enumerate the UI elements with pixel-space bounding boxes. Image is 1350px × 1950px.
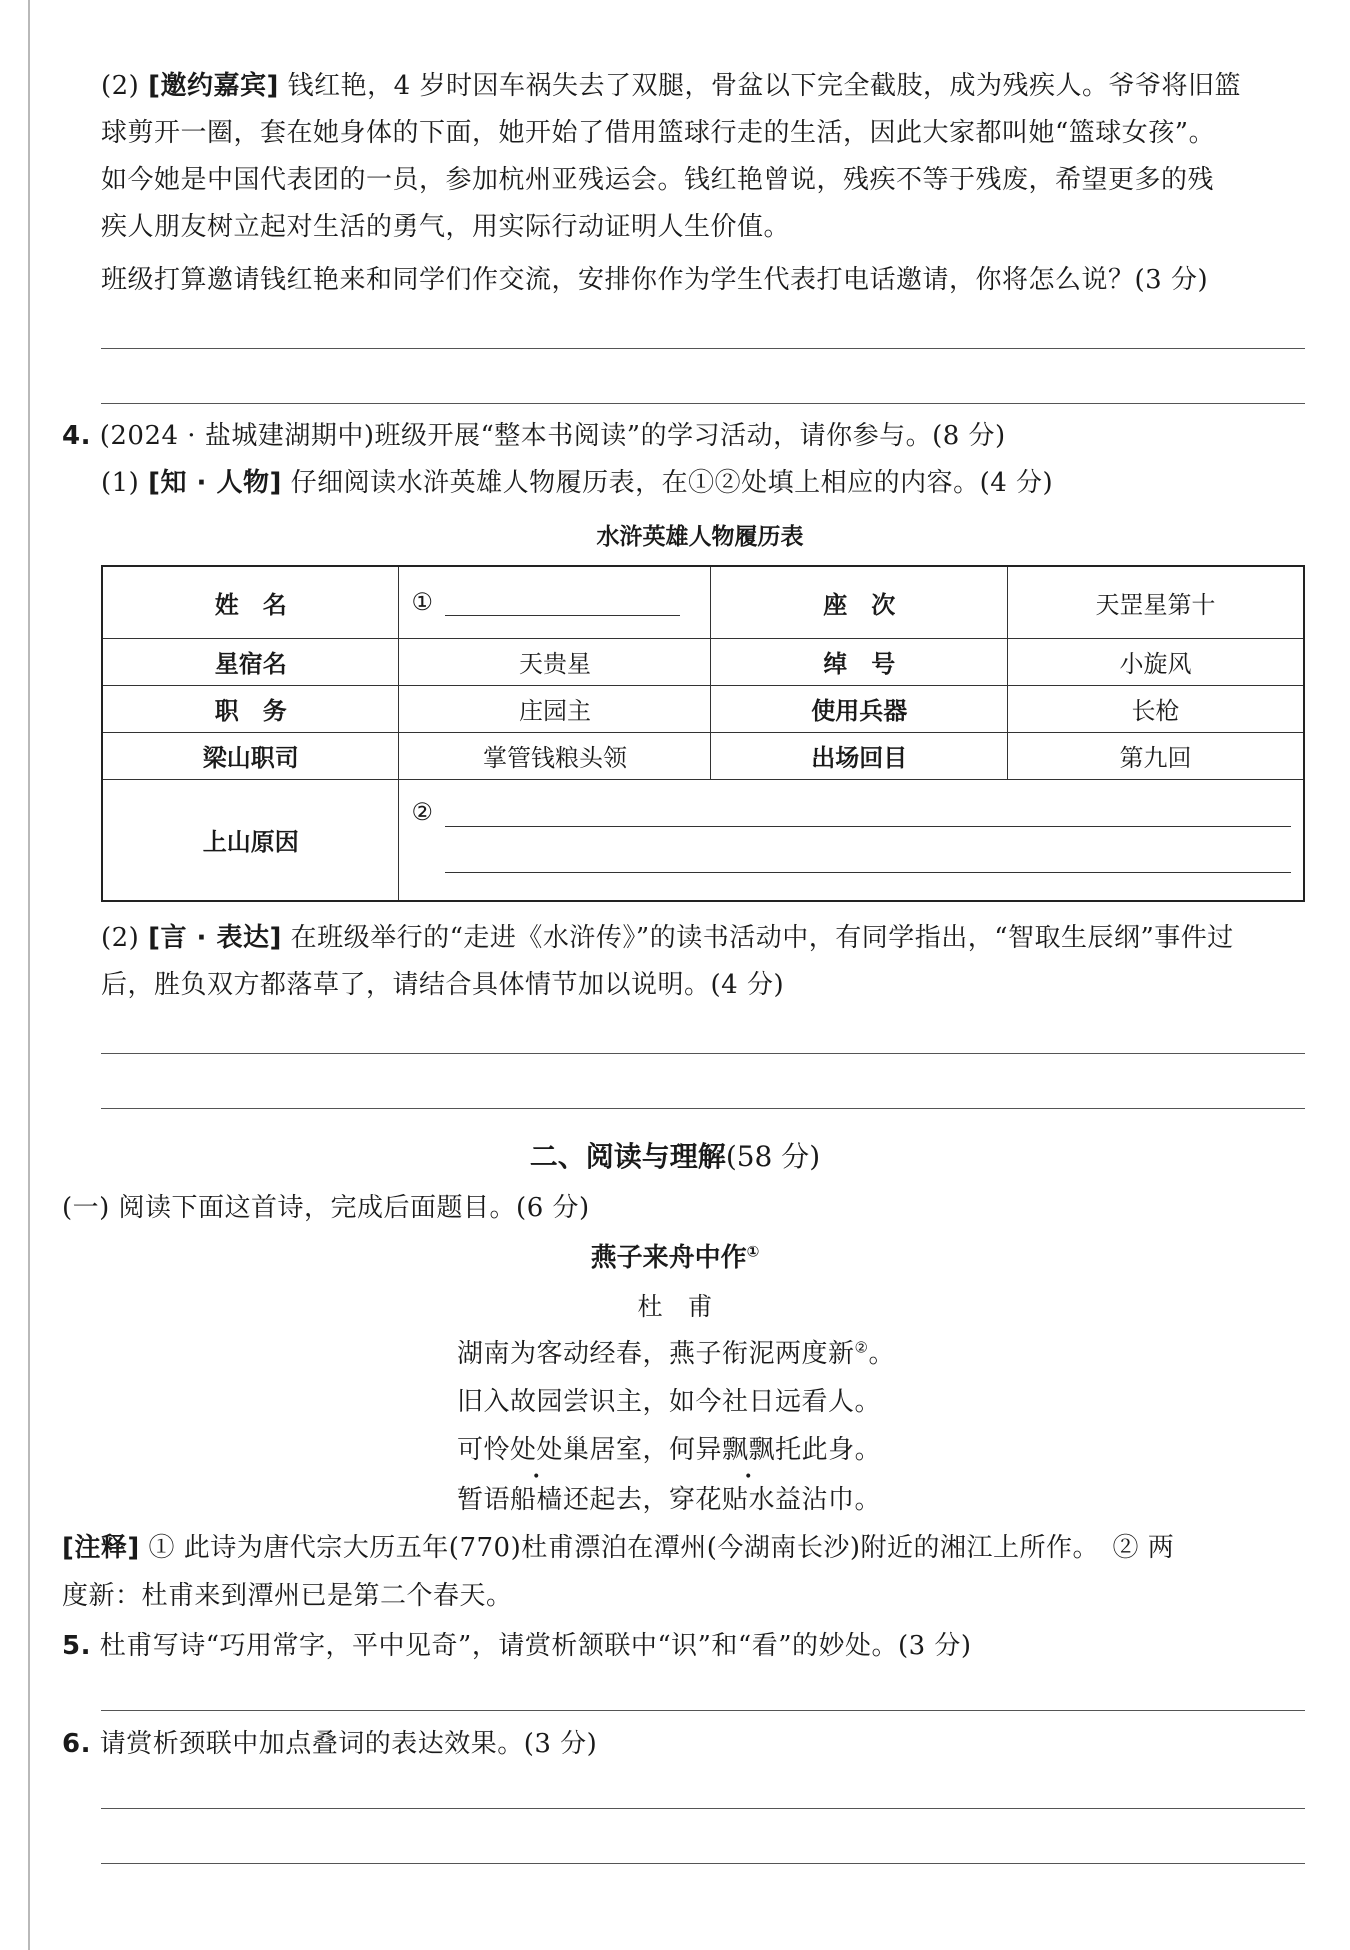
q3-2-line-4: 疾人朋友树立起对生活的勇气，用实际行动证明人生价值。 — [101, 212, 791, 242]
answer-line-q6-2[interactable] — [101, 1863, 1305, 1864]
poem-line-4: 暂语船樯还起去，穿花贴水益沾巾。 — [457, 1485, 882, 1515]
answer-line-q6-1[interactable] — [101, 1808, 1305, 1809]
cell-star-value: 天贵星 — [399, 638, 711, 685]
cell-nickname-label: 绰 号 — [711, 638, 1007, 685]
cell-weapon-value: 长枪 — [1007, 685, 1304, 732]
cell-job-label: 职 务 — [102, 685, 399, 732]
notes-line-2: 度新：杜甫来到潭州已是第二个春天。 — [62, 1581, 513, 1611]
q5-text: 5. 杜甫写诗“巧用常字，平中见奇”，请赏析颔联中“识”和“看”的妙处。(3 分) — [62, 1631, 972, 1661]
cell-chapter-label: 出场回目 — [711, 732, 1007, 779]
dotted-word-chuchu: 处处 — [510, 1435, 564, 1465]
cell-reason-label: 上山原因 — [102, 779, 399, 901]
notes-line-1: [注释] ① 此诗为唐代宗大历五年(770)杜甫漂泊在潭州(今湖南长沙)附近的湘江上所作。 ② 两 — [62, 1533, 1175, 1563]
q4-sub1-tag: [知 · 人物] — [148, 468, 282, 498]
answer-line-q3-2[interactable] — [101, 403, 1305, 404]
q4-sub1: (1) [知 · 人物] 仔细阅读水浒英雄人物履历表，在①②处填上相应的内容。(4 分) — [101, 468, 1054, 498]
q5-number: 5. — [62, 1631, 91, 1661]
page-margin-line — [28, 0, 30, 1950]
cell-rank-value: 天罡星第十 — [1007, 566, 1304, 638]
cell-star-label: 星宿名 — [102, 638, 399, 685]
blank-2-line-2[interactable] — [445, 872, 1291, 873]
poem-line-1: 湖南为客动经春，燕子衔泥两度新②。 — [457, 1338, 895, 1369]
q6-number: 6. — [62, 1729, 91, 1759]
cell-post-label: 梁山职司 — [102, 732, 399, 779]
q3-2-line-3: 如今她是中国代表团的一员，参加杭州亚残运会。钱红艳曾说，残疾不等于残废，希望更多的残 — [101, 165, 1215, 195]
q4-sub2-tag: [言 · 表达] — [148, 923, 282, 953]
table-title: 水浒英雄人物履历表 — [596, 524, 804, 550]
poem-line-3: 可怜处处巢居室，何异飘飘托此身。 — [457, 1435, 882, 1465]
section2-part1: (一) 阅读下面这首诗，完成后面题目。(6 分) — [62, 1193, 590, 1223]
poem-title: 燕子来舟中作① — [590, 1242, 760, 1273]
cell-reason-blank[interactable]: ② — [399, 779, 1304, 901]
cell-chapter-value: 第九回 — [1007, 732, 1304, 779]
notes-tag: [注释] — [62, 1533, 140, 1563]
q3-2-tag: [邀约嘉宾] — [148, 71, 279, 101]
poem-author: 杜 甫 — [637, 1292, 713, 1321]
q4-stem: 4. (2024 · 盐城建湖期中)班级开展“整本书阅读”的学习活动，请你参与。(8 分) — [62, 421, 1006, 451]
q3-2-line-1: (2) [邀约嘉宾] 钱红艳，4 岁时因车祸失去了双腿，骨盆以下完全截肢，成为残疾人。爷爷将旧篮 — [101, 71, 1241, 101]
hero-resume-table — [101, 565, 1305, 902]
blank-2-line-1[interactable] — [445, 826, 1291, 827]
cell-weapon-label: 使用兵器 — [711, 685, 1007, 732]
answer-line-q4-2[interactable] — [101, 1108, 1305, 1109]
cell-rank-label: 座 次 — [711, 566, 1007, 638]
answer-line-q5[interactable] — [101, 1710, 1305, 1711]
q3-2-line-2: 球剪开一圈，套在她身体的下面，她开始了借用篮球行走的生活，因此大家都叫她“篮球女孩”。 — [101, 118, 1216, 148]
blank-1-line[interactable] — [445, 589, 680, 616]
cell-post-value: 掌管钱粮头领 — [399, 732, 711, 779]
cell-name-label: 姓 名 — [102, 566, 399, 638]
answer-line-q3-1[interactable] — [101, 348, 1305, 349]
cell-nickname-value: 小旋风 — [1007, 638, 1304, 685]
poem-line-2: 旧入故园尝识主，如今社日远看人。 — [457, 1387, 882, 1417]
q3-2-question: 班级打算邀请钱红艳来和同学们作交流，安排你作为学生代表打电话邀请，你将怎么说？(3 分) — [101, 265, 1209, 295]
answer-line-q4-1[interactable] — [101, 1053, 1305, 1054]
cell-job-value: 庄园主 — [399, 685, 711, 732]
q4-number: 4. — [62, 421, 91, 451]
section2-title: 二、阅读与理解(58 分) — [529, 1140, 821, 1173]
cell-name-blank[interactable]: ① — [399, 566, 711, 638]
dotted-word-piaopiao: 飘飘 — [722, 1435, 776, 1465]
q4-sub2-line-1: (2) [言 · 表达] 在班级举行的“走进《水浒传》”的读书活动中，有同学指出，“智取生辰纲”事件过 — [101, 923, 1234, 953]
q4-sub2-line-2: 后，胜负双方都落草了，请结合具体情节加以说明。(4 分) — [101, 970, 785, 1000]
q6-text: 6. 请赏析颈联中加点叠词的表达效果。(3 分) — [62, 1729, 598, 1759]
